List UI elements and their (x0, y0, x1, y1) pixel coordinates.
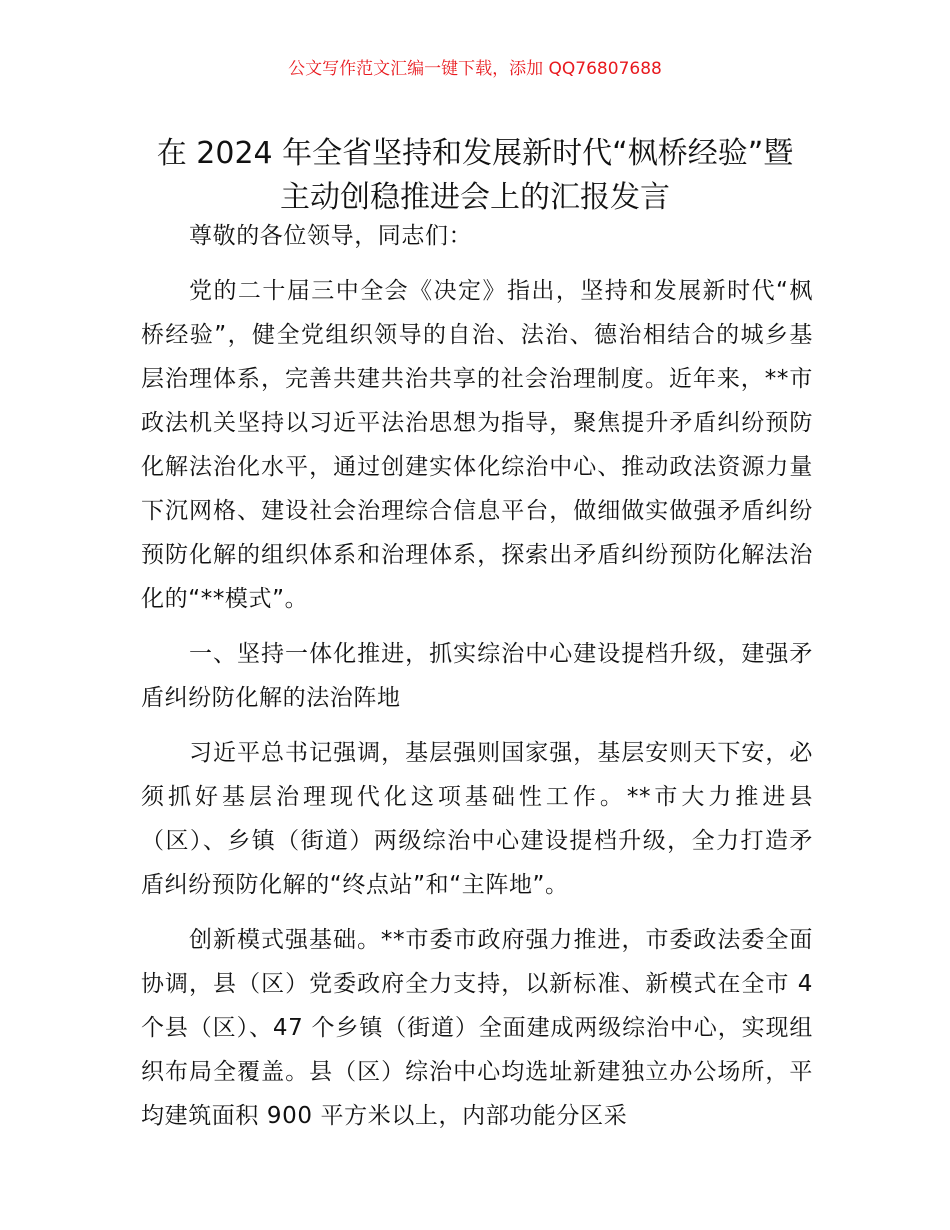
document-title: 在 2024 年全省坚持和发展新时代“枫桥经验”暨主动创稳推进会上的汇报发言 (156, 136, 794, 216)
paragraph-section-1-intro: 习近平总书记强调，基层强则国家强，基层安则天下安，必须抓好基层治理现代化这项基础性工作。**市大力推进县（区）、乡镇（街道）两级综治中心建设提档升级，全力打造矛盾纠纷预防化解的“终点站”和“主阵地”。 (141, 740, 813, 898)
salutation: 尊敬的各位领导，同志们： (189, 223, 473, 249)
paragraph-innovation-mode: 创新模式强基础。**市委市政府强力推进，市委政法委全面协调，县（区）党委政府全力支持，以新标准、新模式在全市 4 个县（区）、47 个乡镇（街道）全面建成两级综治中心，实现组织布局全覆盖。县（区）综治中心均选址新建独立办公场所，平均建筑面积 900 平方米以上，内部功能分区采 (141, 927, 813, 1129)
paragraph-intro: 党的二十届三中全会《决定》指出，坚持和发展新时代“枫桥经验”，健全党组织领导的自治、法治、德治相结合的城乡基层治理体系，完善共建共治共享的社会治理制度。近年来，**市政法机关坚持以习近平法治思想为指导，聚焦提升矛盾纠纷预防化解法治化水平，通过创建实体化综治中心、推动政法资源力量下沉网格、建设社会治理综合信息平台，做细做实做强矛盾纠纷预防化解的组织体系和治理体系，探索出矛盾纠纷预防化解法治化的“**模式”。 (141, 278, 813, 612)
watermark-banner: 公文写作范文汇编一键下载，添加 QQ76807688 (288, 59, 662, 79)
section-heading-1: 一、坚持一体化推进，抓实综治中心建设提档升级，建强矛盾纠纷防化解的法治阵地 (141, 641, 813, 711)
document-body (141, 214, 813, 1138)
